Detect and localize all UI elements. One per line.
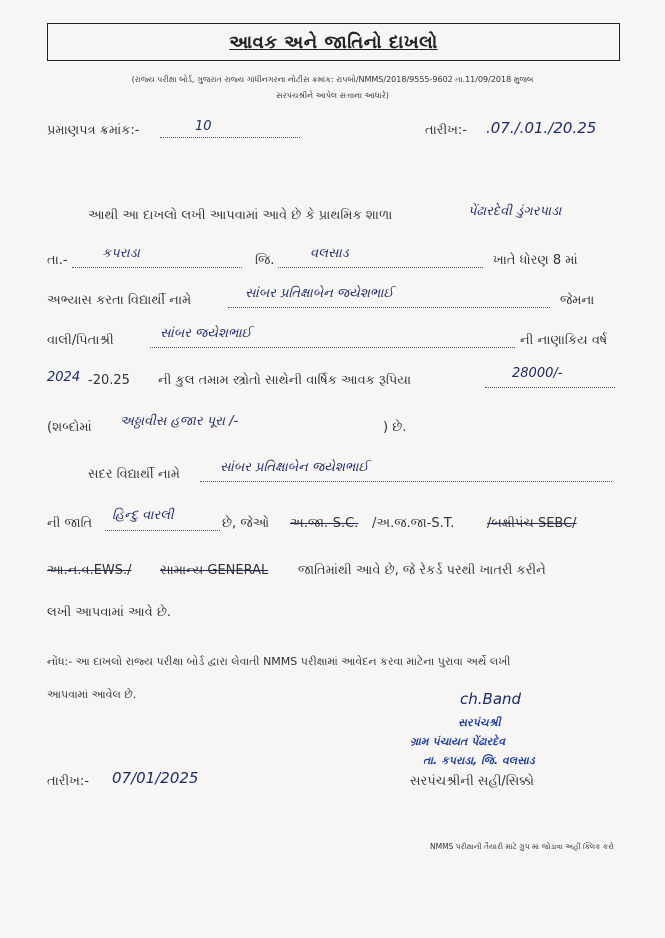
cert-no-value: 10	[195, 119, 212, 134]
school-name: પેંઢારદેવી ડુંગરપાડા	[468, 204, 562, 219]
caste-label: ની જાતિ	[47, 516, 93, 531]
caste-value: હિન્દુ વારલી	[112, 508, 174, 523]
para2-intro: સદર વિદ્યાર્થી નામે	[88, 467, 180, 482]
year-start: 2024	[47, 370, 81, 385]
option-sebc: /બક્ષીપંચ SEBC/	[487, 516, 577, 531]
words-end: ) છે.	[383, 420, 407, 435]
option-general: સામાન્ય GENERAL	[160, 563, 269, 578]
subtitle-line2: સરપંચશ્રીને આપેલ સત્તાના આધારે)	[276, 91, 389, 100]
page-title: આવક અને જાતિનો દાખલો	[229, 31, 438, 53]
sign-caption: સરપંચશ્રીની સહી/સિક્કો	[410, 774, 534, 789]
year-end: -20.25	[88, 373, 130, 388]
words-label: (શબ્દોમાં	[47, 420, 92, 435]
income-value: 28000/-	[512, 366, 563, 381]
date-label: તારીખ:-	[425, 123, 467, 138]
para1-intro: આથી આ દાખલો લખી આપવામાં આવે છે કે પ્રાથમિક શાળા	[88, 208, 393, 223]
para2-student-name: સાંબર પ્રતિક્ષાબેન જયેશભાઈ	[220, 460, 369, 475]
date-value: .07./.01./20.25	[486, 119, 597, 137]
note-line2: આપવામાં આવેલ છે.	[47, 688, 137, 701]
caste-mid: છે, જેઓ	[222, 516, 270, 531]
footer-date-label: તારીખ:-	[47, 774, 89, 789]
option-sc: અ.જા.-S.C.	[290, 516, 359, 531]
stamp-line1: સરપંચશ્રી	[458, 716, 501, 729]
after-general: જાતિમાંથી આવે છે, જે રેકર્ડ પરથી ખાતરી કરીને	[298, 563, 546, 578]
footer-note[interactable]: NMMS પરીક્ષાની તૈયારી માટે ગ્રુપ માં જોડાવા અહીં ક્લિક કરો	[430, 842, 614, 851]
income-words: અઠ્ઠાવીસ હજાર પૂરા /-	[120, 414, 239, 429]
grade-text: ખાતે ધોરણ 8 માં	[493, 253, 578, 268]
stamp-line3: તા. કપરાડા, જિ. વલસાડ	[423, 754, 535, 767]
district-line	[278, 251, 483, 268]
district-value: વલસાડ	[310, 246, 349, 261]
subtitle-line1: (રાજ્ય પરીક્ષા બોર્ડ, ગુજરાત રાજ્ય ગાંધીનગરના નોટીસ ક્રમાંક: રાપબો/NMMS/2018/9555-9602 તા.11/09/2018 મુજબ	[131, 75, 534, 84]
option-st: /અ.જ.જા-S.T.	[372, 516, 455, 531]
closing-text: લખી આપવામાં આવે છે.	[47, 605, 172, 620]
guardian-name: સાંબર જયેશભાઈ	[160, 326, 252, 341]
signature: ch.Band	[460, 690, 522, 708]
footer-date-value: 07/01/2025	[112, 769, 199, 787]
guardian-label: વાલી/પિતાશ્રી	[47, 333, 114, 348]
stamp-line2: ગ્રામ પંચાયત પેંઢારદેવ	[410, 735, 506, 748]
taluka-line	[72, 251, 242, 268]
student-name: સાંબર પ્રતિક્ષાબેન જયેશભાઈ	[245, 286, 394, 301]
income-text: ની કુલ તમામ સ્ત્રોતો સાથેની વાર્ષિક આવક રૂપિયા	[158, 373, 412, 388]
note-line1: નોંધ:- આ દાખલો રાજ્ય પરીક્ષા બોર્ડ દ્વારા લેવાતી NMMS પરીક્ષામાં આવેદન કરવા માટેના પુરાવા અર્થે લખી	[47, 655, 511, 668]
cert-no-label: પ્રમાણપત્ર ક્રમાંક:-	[47, 123, 140, 138]
fy-text: ની નાણાકિય વર્ષ	[520, 333, 608, 348]
title-box	[47, 23, 620, 61]
option-ews: આ.ન.વ.EWS./	[47, 563, 132, 578]
taluka-value: કપરાડા	[102, 246, 140, 261]
cert-no-line	[160, 121, 300, 138]
taluka-label: તા.-	[47, 253, 68, 268]
whose-text: જેમના	[560, 293, 595, 308]
district-label: જિ.	[255, 253, 275, 268]
study-text: અભ્યાસ કરતા વિદ્યાર્થી નામે	[47, 293, 192, 308]
